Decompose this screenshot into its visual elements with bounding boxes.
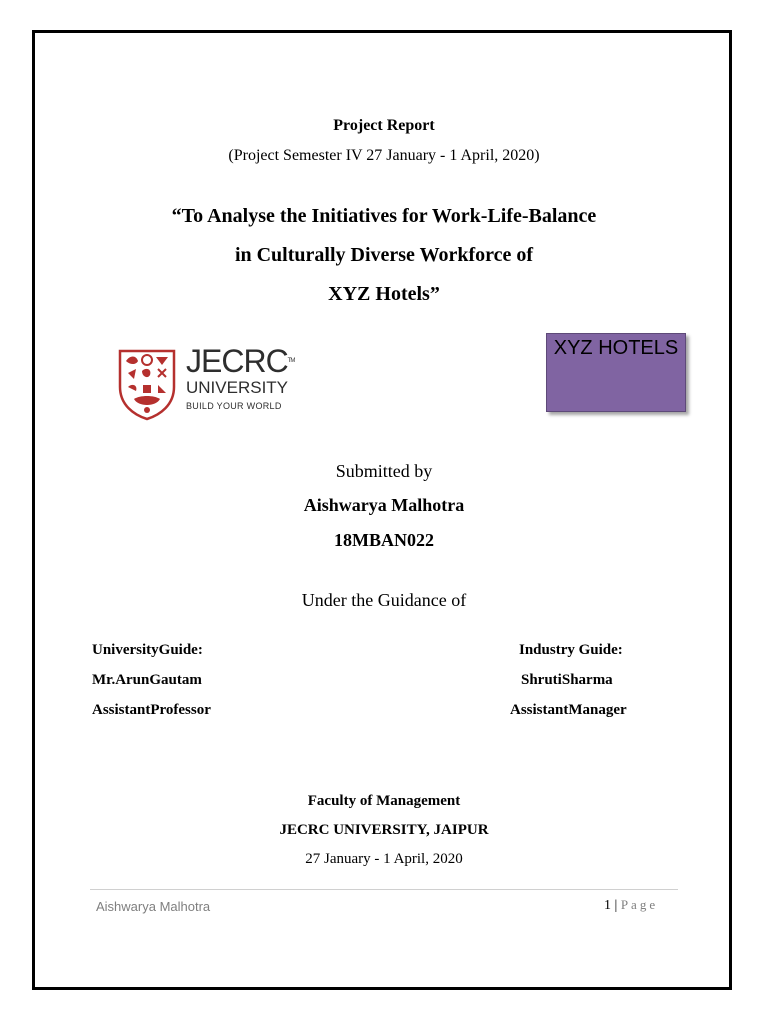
page-word: Page <box>620 897 659 912</box>
university-name: JECRC UNIVERSITY, JAIPUR <box>279 822 489 838</box>
logo-university: UNIVERSITY <box>186 378 289 397</box>
university-guide-name: Mr.ArunGautam <box>92 672 202 688</box>
faculty-name: Faculty of Management <box>307 793 461 809</box>
student-name: Aishwarya Malhotra <box>303 495 465 515</box>
footer-page-number <box>604 897 658 914</box>
industry-guide-name: ShrutiSharma <box>521 672 613 688</box>
title-line-2: in Culturally Diverse Workforce of <box>234 244 534 266</box>
submitted-by-label: Submitted by <box>335 461 433 481</box>
page-separator: | <box>614 898 618 913</box>
report-label: Project Report <box>333 117 435 134</box>
guidance-label: Under the Guidance of <box>301 590 467 610</box>
project-dates: 27 January - 1 April, 2020 <box>305 851 463 867</box>
title-line-3: XYZ Hotels” <box>328 283 440 305</box>
title-line-1: “To Analyse the Initiatives for Work-Life-Balance <box>171 205 597 227</box>
jecrc-emblem-icon <box>116 347 178 421</box>
footer-author: Aishwarya Malhotra <box>96 899 211 914</box>
semester-line: (Project Semester IV 27 January - 1 April, 2020) <box>228 147 540 164</box>
industry-guide-title: AssistantManager <box>510 702 627 718</box>
industry-guide-label: Industry Guide: <box>519 642 623 658</box>
xyz-hotels-box <box>546 333 686 412</box>
logo-tagline: BUILD YOUR WORLD <box>186 401 282 411</box>
page-number: 1 <box>604 898 611 913</box>
logo-name: JECRC <box>186 343 288 379</box>
logo-wordmark <box>186 345 294 411</box>
jecrc-logo <box>116 345 296 425</box>
university-guide-title: AssistantProfessor <box>92 702 211 718</box>
student-id: 18MBAN022 <box>334 530 434 550</box>
university-guide-label: UniversityGuide: <box>92 642 203 658</box>
logo-trademark: TM <box>287 358 295 364</box>
xyz-hotels-label: XYZ HOTELS <box>553 337 679 359</box>
footer-divider <box>90 889 678 890</box>
